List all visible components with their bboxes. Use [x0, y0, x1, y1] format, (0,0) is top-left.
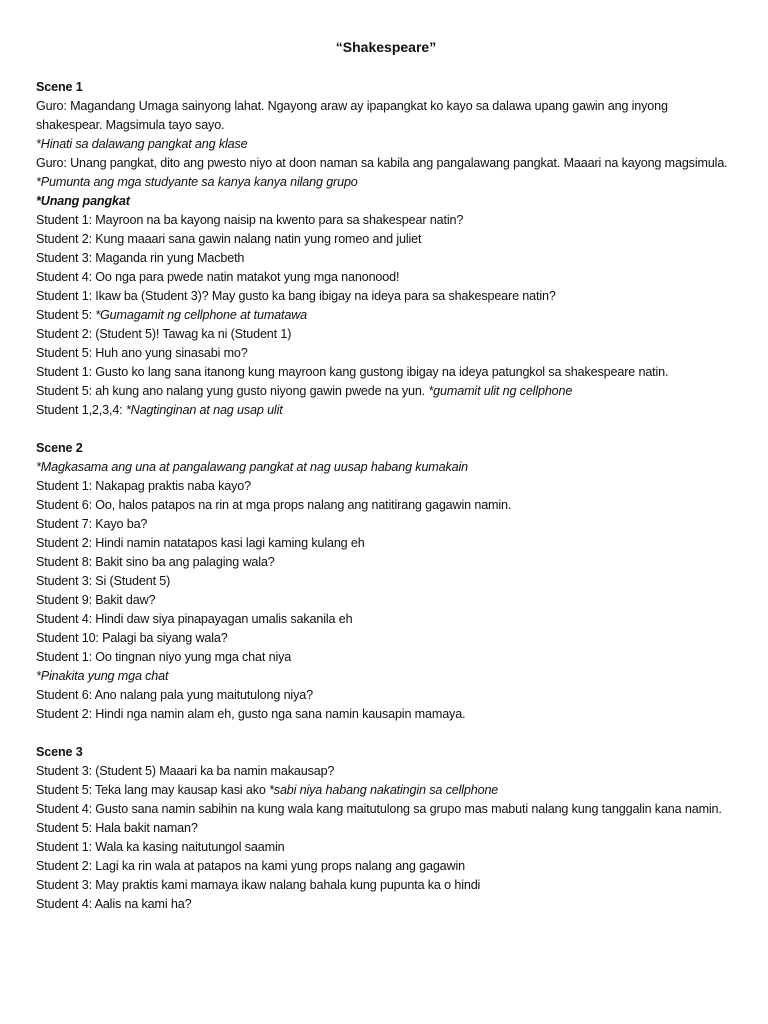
dialogue-line: Student 2: Hindi nga namin alam eh, gusto nga sana namin kausapin mamaya.	[36, 707, 466, 721]
scene-heading: Scene 3	[36, 745, 83, 759]
group-label: *Unang pangkat	[36, 194, 130, 208]
dialogue-line	[36, 306, 736, 325]
stage-direction: *Pinakita yung mga chat	[36, 669, 169, 683]
speaker-text: Student 5:	[36, 308, 96, 322]
stage-direction: *Pumunta ang mga studyante sa kanya kanya nilang grupo	[36, 175, 358, 189]
stage-direction: *Hinati sa dalawang pangkat ang klase	[36, 137, 248, 151]
stage-direction: *gumamit ulit ng cellphone	[428, 384, 573, 398]
stage-direction: *sabi niya habang nakatingin sa cellphone	[269, 783, 499, 797]
dialogue-line: Student 10: Palagi ba siyang wala?	[36, 631, 228, 645]
dialogue-line: Student 3: Si (Student 5)	[36, 574, 171, 588]
dialogue-line: Student 1: Ikaw ba (Student 3)? May gusto ka bang ibigay na ideya para sa shakespeare natin?	[36, 289, 556, 303]
dialogue-line: Student 8: Bakit sino ba ang palaging wala?	[36, 555, 275, 569]
dialogue-line: Student 1: Gusto ko lang sana itanong kung mayroon kang gustong ibigay na ideya patungkol sa shakespeare natin.	[36, 365, 669, 379]
dialogue-line: Student 3: May praktis kami mamaya ikaw nalang bahala kung pupunta ka o hindi	[36, 878, 481, 892]
dialogue-line: Student 4: Hindi daw siya pinapayagan umalis sakanila eh	[36, 612, 353, 626]
stage-direction: *Magkasama ang una at pangalawang pangkat at nag uusap habang kumakain	[36, 460, 469, 474]
dialogue-line: Student 7: Kayo ba?	[36, 517, 148, 531]
dialogue-line: Student 2: (Student 5)! Tawag ka ni (Student 1)	[36, 327, 292, 341]
dialogue-line: Guro: Unang pangkat, dito ang pwesto niyo at doon naman sa kabila ang pangalawang pangkat. Maaari na kayong magsimula.	[36, 156, 728, 170]
dialogue-line: Student 3: Maganda rin yung Macbeth	[36, 251, 245, 265]
dialogue-line: Student 2: Hindi namin natatapos kasi lagi kaming kulang eh	[36, 536, 365, 550]
dialogue-line: Student 6: Ano nalang pala yung maitutulong niya?	[36, 688, 313, 702]
dialogue-line: Student 6: Oo, halos patapos na rin at mga props nalang ang natitirang gagawin namin.	[36, 498, 512, 512]
dialogue-line: Student 4: Oo nga para pwede natin matakot yung mga nanonood!	[36, 270, 400, 284]
dialogue-line: Student 1: Oo tingnan niyo yung mga chat niya	[36, 650, 292, 664]
dialogue-line: Student 3: (Student 5) Maaari ka ba namin makausap?	[36, 764, 335, 778]
dialogue-line: Student 1: Nakapag praktis naba kayo?	[36, 479, 251, 493]
document-title: “Shakespeare”	[335, 39, 437, 55]
scene-heading: Scene 1	[36, 80, 83, 94]
dialogue-line: Student 1: Mayroon na ba kayong naisip na kwento para sa shakespear natin?	[36, 213, 464, 227]
scene-1	[36, 78, 736, 420]
speaker-text: Student 5: Teka lang may kausap kasi ako	[36, 783, 270, 797]
dialogue-line: Student 9: Bakit daw?	[36, 593, 156, 607]
dialogue-line: Student 2: Kung maaari sana gawin nalang natin yung romeo and juliet	[36, 232, 422, 246]
speaker-text: Student 5: ah kung ano nalang yung gusto niyong gawin pwede na yun.	[36, 384, 429, 398]
dialogue-line: Student 5: Hala bakit naman?	[36, 821, 198, 835]
dialogue-line	[36, 781, 736, 800]
scene-3	[36, 743, 736, 914]
scene-2	[36, 439, 736, 724]
dialogue-line	[36, 382, 736, 401]
dialogue-line	[36, 401, 736, 420]
scene-heading: Scene 2	[36, 441, 83, 455]
dialogue-line: Student 4: Gusto sana namin sabihin na kung wala kang maitutulong sa grupo mas mabuti nalang kung tanggalin kana namin.	[36, 802, 722, 816]
stage-direction: *Gumagamit ng cellphone at tumatawa	[95, 308, 308, 322]
stage-direction: *Nagtinginan at nag usap ulit	[125, 403, 283, 417]
speaker-text: Student 1,2,3,4:	[36, 403, 126, 417]
dialogue-line: Student 5: Huh ano yung sinasabi mo?	[36, 346, 248, 360]
script-document	[36, 38, 736, 933]
dialogue-line: Student 2: Lagi ka rin wala at patapos na kami yung props nalang ang gagawin	[36, 859, 465, 873]
dialogue-line: Student 4: Aalis na kami ha?	[36, 897, 192, 911]
dialogue-line: Student 1: Wala ka kasing naitutungol saamin	[36, 840, 285, 854]
dialogue-line: Guro: Magandang Umaga sainyong lahat. Ngayong araw ay ipapangkat ko kayo sa dalawa upang gawin ang inyong shakespear. Magsimula tayo sayo.	[36, 99, 668, 132]
